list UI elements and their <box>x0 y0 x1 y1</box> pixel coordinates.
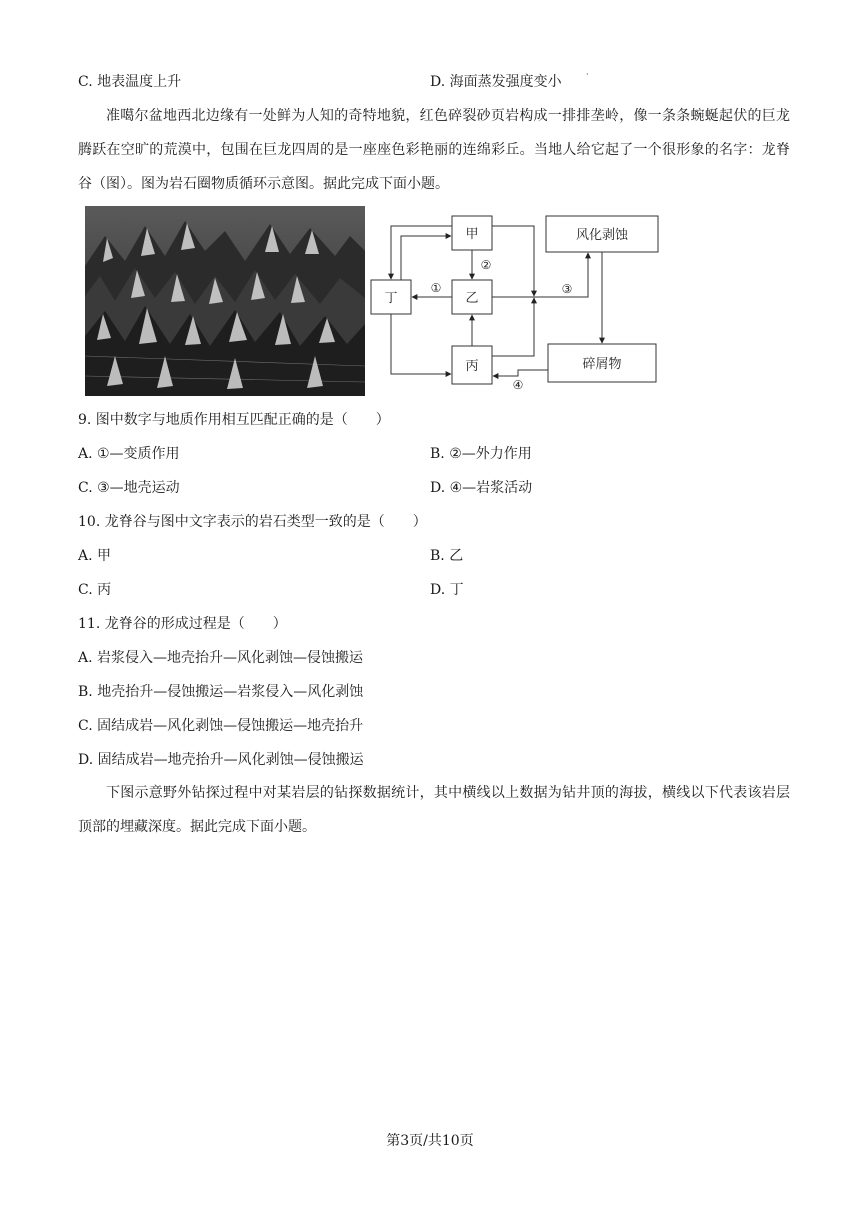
number-3: ③ <box>561 282 573 296</box>
page-footer: 第3页/共10页 <box>386 1133 474 1149</box>
number-2: ② <box>480 258 492 272</box>
q9-stem: 9. 图中数字与地质作用相互匹配正确的是（ ） <box>78 412 390 428</box>
q11-option-d: D. 固结成岩—地壳抬升—风化剥蚀—侵蚀搬运 <box>78 752 364 768</box>
label-bing: 丙 <box>465 359 479 374</box>
stray-mark: · <box>586 70 589 79</box>
rock-cycle-diagram <box>368 206 668 396</box>
q10-stem: 10. 龙脊谷与图中文字表示的岩石类型一致的是（ ） <box>78 514 427 530</box>
number-1: ① <box>430 281 442 295</box>
q10-option-b: B. 乙 <box>430 548 464 564</box>
option-c-prev: C. 地表温度上升 <box>78 74 182 90</box>
option-d-prev: D. 海面蒸发强度变小 <box>430 74 562 90</box>
q10-option-c: C. 丙 <box>78 582 112 598</box>
q11-stem: 11. 龙脊谷的形成过程是（ ） <box>78 616 287 632</box>
q9-option-a: A. ①—变质作用 <box>78 446 180 462</box>
label-ding: 丁 <box>384 291 398 306</box>
q11-option-b: B. 地壳抬升—侵蚀搬运—岩浆侵入—风化剥蚀 <box>78 684 364 700</box>
label-weathering: 风化剥蚀 <box>575 228 629 243</box>
q9-option-c: C. ③—地壳运动 <box>78 480 180 496</box>
intro-paragraph: 准噶尔盆地西北边缘有一处鲜为人知的奇特地貌，红色碎裂砂页岩构成一排排垄岭，像一条条蜿蜒起伏的巨龙腾跃在空旷的荒漠中，包围在巨龙四周的是一座座色彩艳丽的连绵彩丘。当地人给它起了一个很形象的名字：龙脊谷（图）。图为岩石圈物质循环示意图。据此完成下面小题。 <box>78 108 790 192</box>
longjigu-photo <box>85 206 365 396</box>
q11-option-c: C. 固结成岩—风化剥蚀—侵蚀搬运—地壳抬升 <box>78 718 364 734</box>
number-4: ④ <box>512 378 524 392</box>
label-yi: 乙 <box>465 291 479 306</box>
label-jia: 甲 <box>465 227 479 242</box>
q11-option-a: A. 岩浆侵入—地壳抬升—风化剥蚀—侵蚀搬运 <box>78 650 364 666</box>
label-debris: 碎屑物 <box>582 357 622 372</box>
q10-option-a: A. 甲 <box>78 548 112 564</box>
q9-option-b: B. ②—外力作用 <box>430 446 532 462</box>
q9-option-d: D. ④—岩浆活动 <box>430 480 533 496</box>
outro-paragraph: 下图示意野外钻探过程中对某岩层的钻探数据统计，其中横线以上数据为钻井顶的海拔，横线以下代表该岩层顶部的埋藏深度。据此完成下面小题。 <box>78 785 790 835</box>
q10-option-d: D. 丁 <box>430 582 464 598</box>
